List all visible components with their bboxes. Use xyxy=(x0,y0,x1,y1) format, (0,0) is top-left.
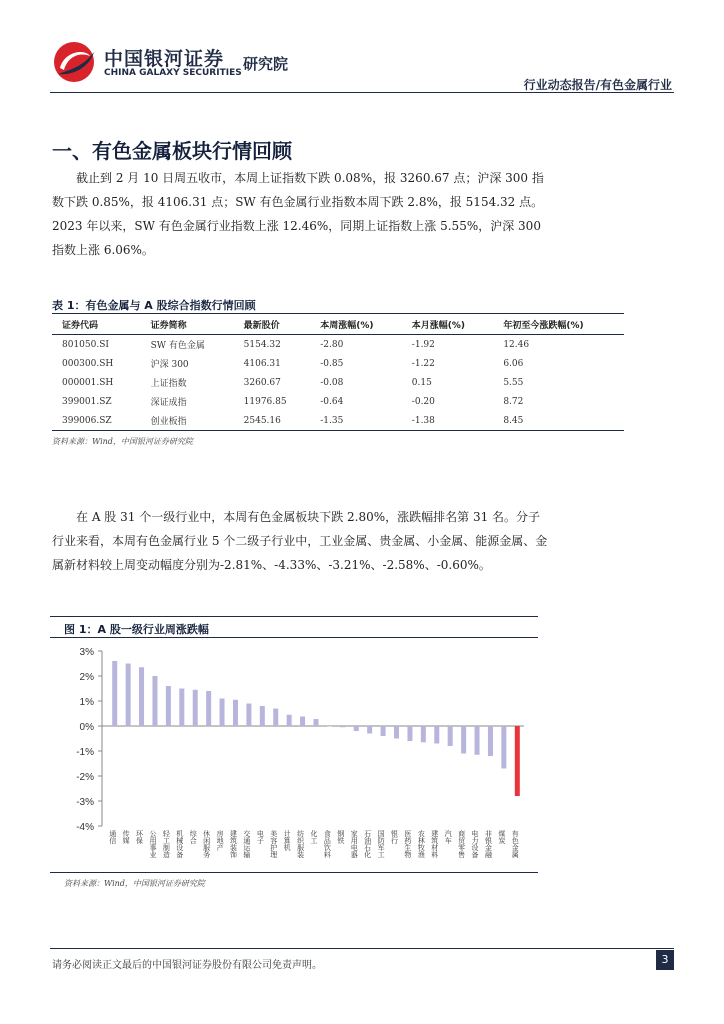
category-label: 汽车 xyxy=(444,830,453,844)
paragraph-market-review: 截止到 2 月 10 日周五收市，本周上证指数下跌 0.08%，报 3260.67 点；沪深 300 指数下跌 0.85%，报 4106.31 点；SW 有色金属行业指数本周下跌 2.8%，报 5154.32 点。2023 年以来，SW 有色金属行业指数上涨 12.46%，同期上证指数上涨 5.55%，沪深 300 指数上涨 6.06%。 xyxy=(52,171,544,257)
bar xyxy=(354,726,359,731)
table-cell: -2.80 xyxy=(320,339,344,350)
table-cell: -0.64 xyxy=(320,396,344,407)
footer-divider xyxy=(50,948,674,949)
column-header: 年初至今涨跌幅(%) xyxy=(493,314,624,335)
chart-title-divider xyxy=(50,637,538,638)
table-cell: 12.46 xyxy=(503,339,530,350)
category-label: 纺织服装 xyxy=(296,830,305,858)
bar xyxy=(166,686,171,726)
y-tick-label: -2% xyxy=(76,772,94,783)
category-label: 美容护理 xyxy=(269,830,278,858)
table-cell: 0.15 xyxy=(411,377,432,388)
category-label: 有色金属 xyxy=(511,830,520,858)
industry-weekly-change-chart xyxy=(52,640,542,872)
bar xyxy=(421,726,426,742)
category-label: 非银金融 xyxy=(484,830,493,858)
table-row xyxy=(52,392,624,411)
y-tick-label: -3% xyxy=(76,797,94,808)
table-cell: 000001.SH xyxy=(62,377,114,388)
table-cell: 5154.32 xyxy=(243,339,281,350)
category-label: 休闲服务 xyxy=(202,830,211,858)
y-tick-label: 3% xyxy=(79,647,94,658)
category-label: 建筑材料 xyxy=(430,830,439,858)
table-cell: 000300.SH xyxy=(62,358,114,369)
index-review-table xyxy=(52,313,624,431)
bar xyxy=(340,726,345,727)
bar xyxy=(434,726,439,744)
y-tick-label: 2% xyxy=(79,672,94,683)
column-header: 本周涨幅(%) xyxy=(310,314,402,335)
chart-bottom-divider xyxy=(50,872,538,873)
category-label: 国防军工 xyxy=(377,830,386,858)
brand-subtitle: 研究院 xyxy=(243,55,289,73)
bar xyxy=(206,691,211,726)
category-label: 传媒 xyxy=(122,830,131,844)
table-cell: -0.20 xyxy=(411,396,435,407)
category-label: 化工 xyxy=(310,830,318,844)
bar xyxy=(394,726,399,739)
category-label: 轻工制造 xyxy=(162,830,171,858)
bar xyxy=(126,664,131,727)
bar xyxy=(152,676,157,726)
category-label: 交通运输 xyxy=(242,830,251,858)
bar xyxy=(287,715,292,726)
bar xyxy=(475,726,480,755)
company-logo xyxy=(50,40,98,84)
y-tick-label: -4% xyxy=(76,822,94,833)
category-label: 钢铁 xyxy=(336,830,345,844)
table-header-row xyxy=(52,314,624,335)
category-label: 环保 xyxy=(135,830,144,844)
table-cell: 399001.SZ xyxy=(62,396,112,407)
table-cell: 上证指数 xyxy=(150,379,187,389)
category-label: 农林牧渔 xyxy=(417,830,426,858)
bar xyxy=(112,661,117,726)
bar xyxy=(246,704,251,727)
brand-name-en: CHINA GALAXY SECURITIES xyxy=(104,68,242,78)
category-label: 房地产 xyxy=(216,830,225,851)
category-label: 计算机 xyxy=(283,830,292,851)
category-label: 家用电器 xyxy=(350,830,359,858)
table-row xyxy=(52,411,624,431)
category-label: 食品饮料 xyxy=(323,830,332,858)
brand-name-cn: 中国银河证券 xyxy=(104,48,225,70)
section-title: 一、有色金属板块行情回顾 xyxy=(52,139,292,163)
category-label: 通信 xyxy=(108,830,117,844)
report-type: 行业动态报告/有色金属行业 xyxy=(523,78,672,92)
chart-source: 资料来源：Wind，中国银河证券研究院 xyxy=(64,879,205,888)
table-cell: 4106.31 xyxy=(243,358,281,369)
bar xyxy=(515,726,520,796)
column-header: 证券简称 xyxy=(141,314,234,335)
paragraph-industry-ranking: 在 A 股 31 个一级行业中，本周有色金属板块下跌 2.80%，涨跌幅排名第 31 名。分子行业来看，本周有色金属行业 5 个二级子行业中，工业金属、贵金属、小金属、能源金属、金属新材料较上周变动幅度分别为-2.81%、-4.33%、-3.21%、-2.58%、-0.60%。 xyxy=(52,510,548,572)
table-row xyxy=(52,335,624,355)
table-cell: -1.38 xyxy=(402,411,494,431)
table-title: 表 1：有色金属与 A 股综合指数行情回顾 xyxy=(52,299,256,312)
category-label: 综合 xyxy=(189,830,198,844)
category-label: 电子 xyxy=(256,830,265,844)
category-label: 公用事业 xyxy=(148,830,157,858)
bar xyxy=(407,726,412,741)
y-tick-label: 0% xyxy=(79,722,94,733)
table-cell: 8.45 xyxy=(493,411,624,431)
table-cell: -0.08 xyxy=(320,377,344,388)
bar xyxy=(193,690,198,726)
bar xyxy=(501,726,506,769)
table-cell: 11976.85 xyxy=(243,396,287,407)
category-label: 商贸零售 xyxy=(457,830,466,858)
y-tick-label: -1% xyxy=(76,747,94,758)
column-header: 证券代码 xyxy=(52,314,141,335)
table-cell: 8.72 xyxy=(503,396,524,407)
bar xyxy=(314,719,319,726)
table-cell: 6.06 xyxy=(503,358,524,369)
table-cell: SW 有色金属 xyxy=(150,341,205,351)
bar xyxy=(367,726,372,734)
table-cell: -1.22 xyxy=(411,358,435,369)
page-number: 3 xyxy=(656,950,674,970)
y-tick-label: 1% xyxy=(79,697,94,708)
bar xyxy=(381,726,386,736)
table-cell: -1.92 xyxy=(411,339,435,350)
header-divider xyxy=(50,92,674,93)
table-cell: 801050.SI xyxy=(62,339,109,350)
category-label: 医药生物 xyxy=(403,830,412,858)
bar xyxy=(179,689,184,727)
category-label: 建筑装饰 xyxy=(229,830,238,858)
table-row xyxy=(52,354,624,373)
table-cell: 创业板指 xyxy=(141,411,234,431)
table-cell: -1.35 xyxy=(310,411,402,431)
category-label: 石油石化 xyxy=(363,830,372,858)
chart-title: 图 1：A 股一级行业周涨跌幅 xyxy=(64,623,209,636)
table-cell: 399006.SZ xyxy=(52,411,141,431)
table-cell: 沪深 300 xyxy=(150,360,189,370)
category-label: 煤炭 xyxy=(497,830,506,844)
column-header: 最新股价 xyxy=(234,314,311,335)
chart-top-divider xyxy=(50,616,538,617)
table-cell: 5.55 xyxy=(503,377,524,388)
bar xyxy=(139,667,144,726)
table-row xyxy=(52,373,624,392)
category-label: 电力设备 xyxy=(471,830,480,858)
table-source: 资料来源：Wind，中国银河证券研究院 xyxy=(52,437,193,446)
table-cell: 深证成指 xyxy=(150,398,187,408)
disclaimer: 请务必阅读正文最后的中国银河证券股份有限公司免责声明。 xyxy=(52,960,322,971)
bar xyxy=(461,726,466,754)
category-label: 机械设备 xyxy=(175,830,184,858)
bar xyxy=(327,726,332,727)
column-header: 本月涨幅(%) xyxy=(402,314,494,335)
category-label: 银行 xyxy=(390,830,399,844)
bar xyxy=(300,717,305,727)
table-cell: 2545.16 xyxy=(234,411,311,431)
bar xyxy=(220,699,225,727)
bar xyxy=(273,709,278,727)
bar xyxy=(233,700,238,726)
table-cell: -0.85 xyxy=(320,358,344,369)
bar xyxy=(448,726,453,746)
bar xyxy=(488,726,493,756)
table-cell: 3260.67 xyxy=(243,377,281,388)
bar xyxy=(260,706,265,726)
